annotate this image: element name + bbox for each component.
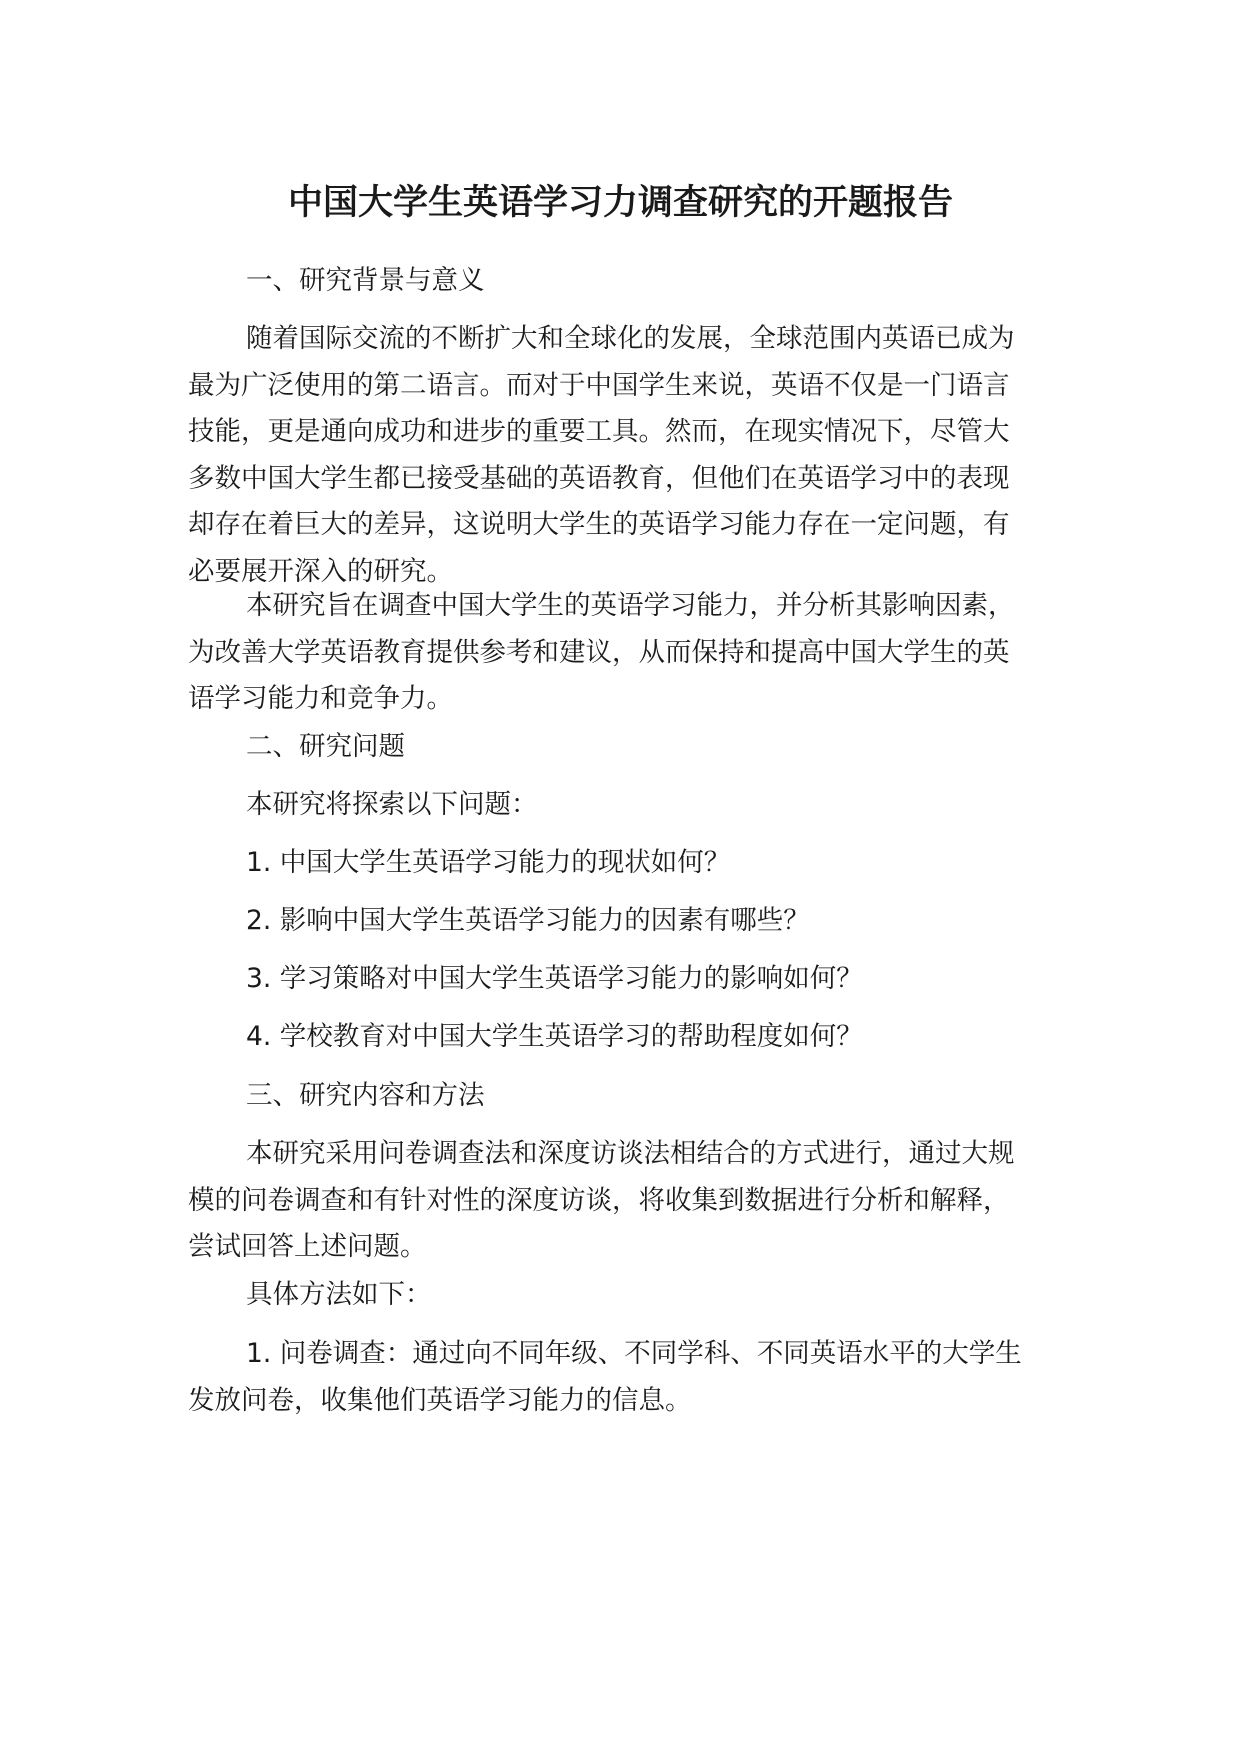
- question-item: 1. 中国大学生英语学习能力的现状如何？: [246, 847, 731, 878]
- methods-intro: 具体方法如下：: [246, 1279, 432, 1310]
- paragraph-line: 本研究采用问卷调查法和深度访谈法相结合的方式进行，通过大规: [246, 1138, 1015, 1169]
- question-item: 2. 影响中国大学生英语学习能力的因素有哪些？: [246, 905, 810, 936]
- section-heading-questions: 二、研究问题: [246, 731, 405, 762]
- paragraph-line: 却存在着巨大的差异，这说明大学生的英语学习能力存在一定问题，有: [188, 509, 1010, 540]
- method-item-survey: [188, 1331, 1046, 1424]
- questions-intro: 本研究将探索以下问题：: [246, 789, 538, 820]
- paragraph-line: 本研究旨在调查中国大学生的英语学习能力，并分析其影响因素，: [246, 590, 1015, 621]
- paragraph-background: [188, 316, 1046, 595]
- paragraph-line: 随着国际交流的不断扩大和全球化的发展，全球范围内英语已成为: [246, 323, 1015, 354]
- section-heading-background: 一、研究背景与意义: [246, 265, 485, 296]
- paragraph-line: 1. 问卷调查：通过向不同年级、不同学科、不同英语水平的大学生: [246, 1338, 1022, 1369]
- question-item: 3. 学习策略对中国大学生英语学习能力的影响如何？: [246, 963, 863, 994]
- document-title: 中国大学生英语学习力调查研究的开题报告: [287, 183, 953, 223]
- paragraph-line: 发放问卷，收集他们英语学习能力的信息。: [188, 1384, 692, 1416]
- question-item: 4. 学校教育对中国大学生英语学习的帮助程度如何？: [246, 1021, 863, 1052]
- paragraph-line: 语学习能力和竞争力。: [188, 683, 453, 714]
- section-heading-methods: 三、研究内容和方法: [246, 1080, 485, 1111]
- paragraph-line: 最为广泛使用的第二语言。而对于中国学生来说，英语不仅是一门语言: [188, 369, 1010, 401]
- paragraph-methods: [188, 1131, 1046, 1271]
- paragraph-line: 为改善大学英语教育提供参考和建议，从而保持和提高中国大学生的英: [188, 636, 1010, 668]
- paragraph-line: 尝试回答上述问题。: [188, 1231, 427, 1262]
- paragraph-line: 必要展开深入的研究。: [188, 555, 453, 587]
- paragraph-line: 多数中国大学生都已接受基础的英语教育，但他们在英语学习中的表现: [188, 462, 1010, 494]
- paragraph-line: 技能，更是通向成功和进步的重要工具。然而，在现实情况下，尽管大: [188, 416, 1010, 447]
- paragraph-line: 模的问卷调查和有针对性的深度访谈，将收集到数据进行分析和解释，: [188, 1184, 1010, 1216]
- paragraph-purpose: [188, 583, 1046, 723]
